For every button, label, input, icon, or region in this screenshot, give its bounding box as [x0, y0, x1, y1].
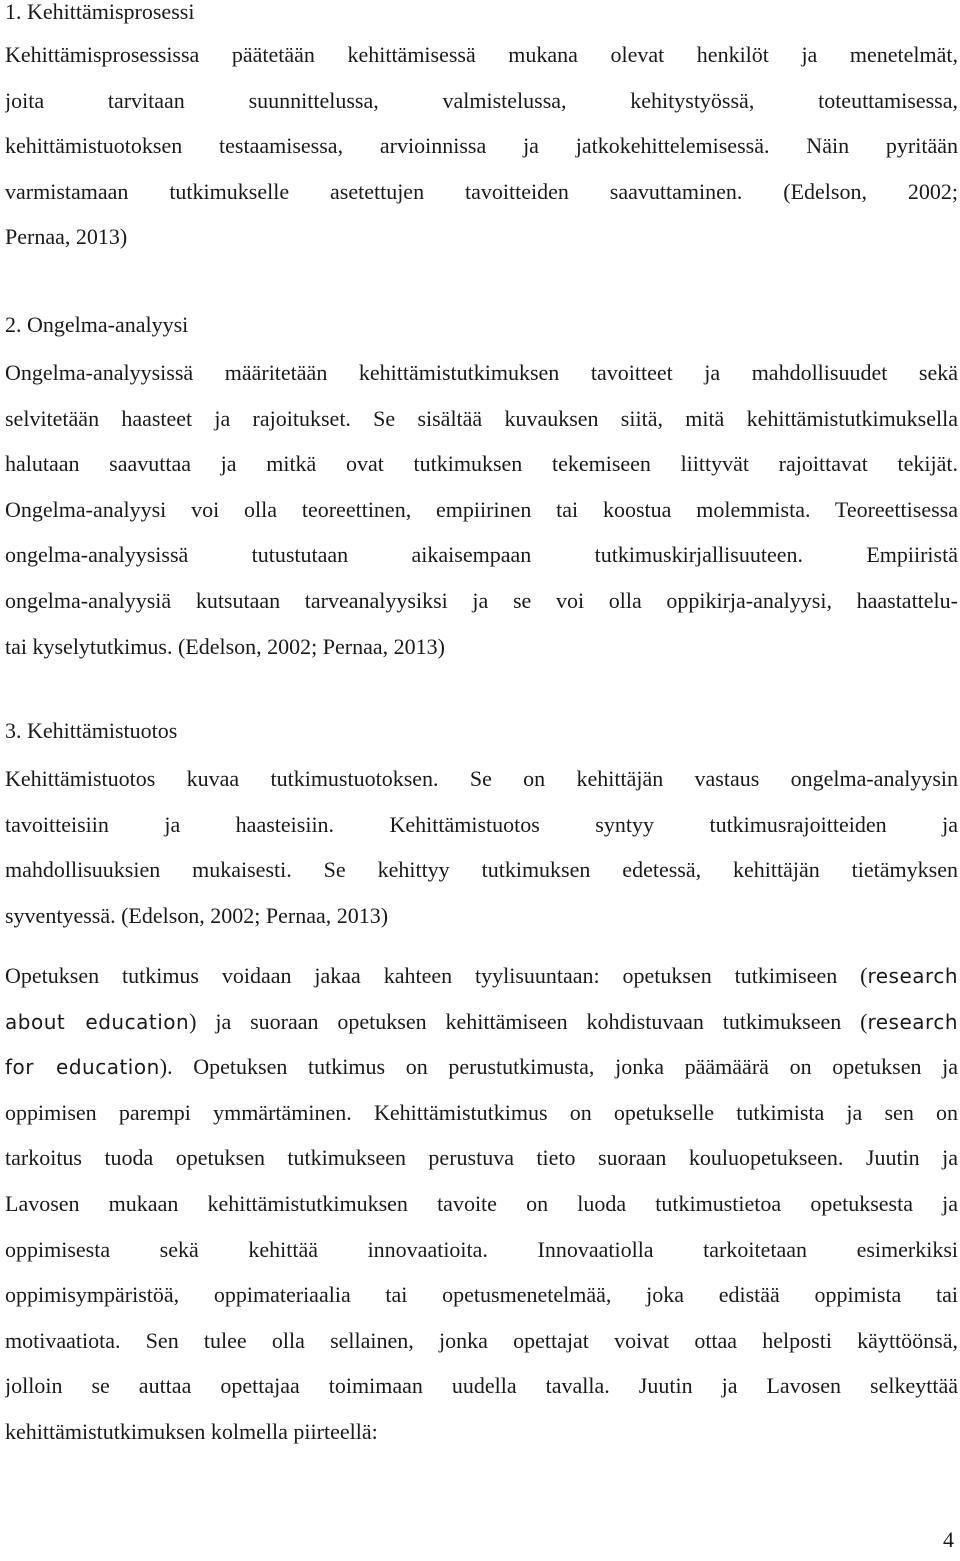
- paragraph-line: kehittämistutkimuksen kolmella piirteellä:: [5, 1418, 378, 1444]
- paragraph-line: joita tarvitaan suunnittelussa, valmistelussa, kehitystyössä, toteuttamisessa,: [5, 87, 958, 113]
- paragraph-line: Ongelma-analyysissä määritetään kehittämistutkimuksen tavoitteet ja mahdollisuudet sekä: [5, 360, 958, 385]
- section-heading: 2. Ongelma-analyysi: [5, 312, 189, 337]
- paragraph-line: oppimisympäristöä, oppimateriaalia tai opetusmenetelmää, joka edistää oppimista tai: [5, 1282, 958, 1308]
- paragraph-line: tavoitteisiin ja haasteisiin. Kehittämistuotos syntyy tutkimusrajoitteiden ja: [5, 811, 958, 837]
- paragraph-line: selvitetään haasteet ja rajoitukset. Se sisältää kuvauksen siitä, mitä kehittämistutkimuksella: [5, 405, 958, 431]
- paragraph-line: Lavosen mukaan kehittämistutkimuksen tavoite on luoda tutkimustietoa opetuksesta ja: [5, 1190, 958, 1216]
- paragraph-line: oppimisesta sekä kehittää innovaatioita. Innovaatiolla tarkoitetaan esimerkiksi: [5, 1236, 958, 1262]
- section-kehittamistuotos: [5, 718, 958, 938]
- section-kehittamisprosessi: [5, 0, 958, 260]
- text-run-research: research: [867, 964, 958, 988]
- paragraph-line: tarkoitus tuoda opetuksen tutkimukseen perustuva tieto suoraan kouluopetukseen. Juutin ja: [5, 1145, 958, 1171]
- paragraph-line: Kehittämistuotos kuvaa tutkimustuotoksen. Se on kehittäjän vastaus ongelma-analyysin: [5, 766, 958, 791]
- paragraph-line: syventyessä. (Edelson, 2002; Pernaa, 2013): [5, 902, 389, 928]
- section-ongelma-analyysi: [5, 312, 958, 669]
- paragraph-line: Pernaa, 2013): [5, 224, 128, 250]
- section-heading: 3. Kehittämistuotos: [5, 718, 178, 743]
- text-run-about-education: about education: [5, 1009, 190, 1034]
- text-run: ) ja suoraan opetuksen kehittämiseen kohdistuvaan tutkimukseen (: [189, 1008, 868, 1034]
- paragraph-line: oppimisen parempi ymmärtäminen. Kehittämistutkimus on opetukselle tutkimista ja sen on: [5, 1099, 958, 1125]
- text-run: ). Opetuksen tutkimus on perustutkimusta, jonka päämäärä on opetuksen ja: [159, 1054, 958, 1080]
- paragraph-line: jolloin se auttaa opettajaa toimimaan uudella tavalla. Juutin ja Lavosen selkeyttää: [5, 1373, 958, 1399]
- paragraph-line: mahdollisuuksien mukaisesti. Se kehittyy tutkimuksen edetessä, kehittäjän tietämyksen: [5, 857, 958, 883]
- paragraph-line: ongelma-analyysiä kutsutaan tarveanalyysiksi ja se voi olla oppikirja-analyysi, haastattelu-: [5, 587, 958, 613]
- paragraph-line: Ongelma-analyysi voi olla teoreettinen, empiirinen tai koostua molemmista. Teoreettisessa: [5, 496, 958, 522]
- paragraph-line: varmistamaan tutkimukselle asetettujen tavoitteiden saavuttaminen. (Edelson, 2002;: [5, 178, 958, 204]
- paragraph-line: [5, 953, 958, 999]
- paragraph-line: Kehittämisprosessissa päätetään kehittämisessä mukana olevat henkilöt ja menetelmät,: [5, 42, 958, 67]
- paragraph-line: [5, 999, 958, 1045]
- paragraph-opetuksen-tutkimus: [5, 953, 958, 1455]
- paragraph-line: tai kyselytutkimus. (Edelson, 2002; Pernaa, 2013): [5, 633, 445, 659]
- paragraph-line: kehittämistuotoksen testaamisessa, arvioinnissa ja jatkokehittelemisessä. Näin pyritään: [5, 133, 958, 159]
- paragraph-line: motivaatiota. Sen tulee olla sellainen, jonka opettajat voivat ottaa helposti käyttöönsä,: [5, 1327, 958, 1353]
- text-run: Opetuksen tutkimus voidaan jakaa kahteen tyylisuuntaan: opetuksen tutkimiseen (: [5, 963, 868, 988]
- page-number: 4: [943, 1527, 954, 1552]
- section-heading: 1. Kehittämisprosessi: [5, 0, 195, 24]
- text-run-research: research: [867, 1009, 958, 1034]
- paragraph-line: [5, 1044, 958, 1090]
- paragraph-line: halutaan saavuttaa ja mitkä ovat tutkimuksen tekemiseen liittyvät rajoittavat tekijät.: [5, 451, 958, 477]
- paragraph-line: ongelma-analyysissä tutustutaan aikaisempaan tutkimuskirjallisuuteen. Empiiristä: [5, 542, 958, 568]
- text-run-for-education: for education: [5, 1055, 160, 1080]
